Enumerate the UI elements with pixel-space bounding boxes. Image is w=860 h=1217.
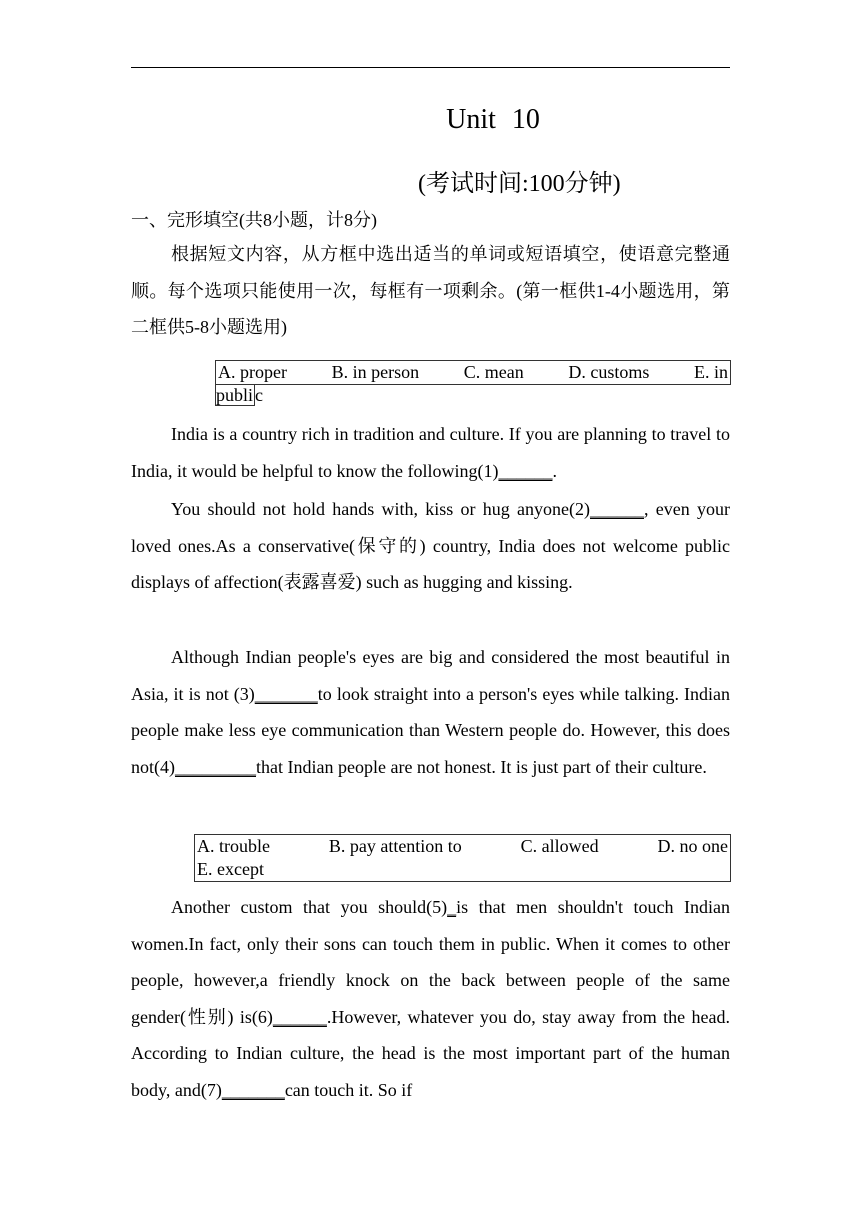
paragraph-1 xyxy=(131,416,730,489)
option2-c: C. allowed xyxy=(520,836,599,856)
blank-5: _ xyxy=(447,897,457,917)
paragraph-1-end: . xyxy=(552,460,557,481)
instructions: 根据短文内容，从方框中选出适当的单词或短语填空，使语意完整通顺。每个选项只能使用一次，每框有一项剩余。(第一框供1-4小题选用，第二框供5-8小题选用) xyxy=(131,244,730,337)
paragraph-2 xyxy=(131,491,730,601)
paragraph-3-middle: to look straight into a person's eyes while talking. Indian people make less eye communication than Western people do. However, this does not(4) xyxy=(131,683,730,777)
unit-number: 10 xyxy=(511,104,540,135)
option-d: D. customs xyxy=(568,362,650,382)
option-c: C. mean xyxy=(463,362,524,382)
word-box-1 xyxy=(215,360,731,385)
overflow-rest-text: c xyxy=(255,385,264,405)
blank-3: _______ xyxy=(254,683,318,704)
overflow-boxed-text: publi xyxy=(216,385,254,405)
paragraph-4-start: Another custom that you should(5) xyxy=(171,897,448,917)
paragraph-2-end: , even your loved ones.As a conservative(保守的) country, India does not welcome public displays of affection(表露喜爱) such as hugging and kissing. xyxy=(131,499,730,592)
blank-1: ______ xyxy=(498,460,553,481)
blank-7: _______ xyxy=(221,1079,285,1100)
unit-label: Unit xyxy=(446,104,496,135)
paragraph-4-middle-1: is that men shouldn't touch Indian women.In fact, only their sons can touch them in public. When it comes to other people, however,a friendly knock on the back between people of the same gender(性别) is(6) xyxy=(131,897,730,1027)
section-heading: 一、完形填空(共8小题，计8分) xyxy=(131,210,377,230)
exam-time-note: (考试时间:100分钟) xyxy=(418,171,621,197)
option-e: E. in xyxy=(693,362,728,382)
paragraph-4-middle-2: .However, whatever you do, stay away from the head. According to Indian culture, the head is the most important part of the human body, and(7) xyxy=(131,1006,730,1100)
option2-a: A. trouble xyxy=(197,836,270,856)
blank-4: _________ xyxy=(175,756,256,777)
option2-b: B. pay attention to xyxy=(328,836,462,856)
page-title xyxy=(0,104,860,136)
paragraph-4-end: can touch it. So if xyxy=(284,1079,413,1100)
paragraph-2-start: You should not hold hands with, kiss or hug anyone(2) xyxy=(171,499,590,519)
header-rule xyxy=(131,67,730,68)
option-a: A. proper xyxy=(218,362,287,382)
paragraph-3-start: Although Indian people's eyes are big and considered the most beautiful in Asia, it is not (3) xyxy=(131,647,730,704)
paragraph-1-text: India is a country rich in tradition and culture. If you are planning to travel to India, it would be helpful to know the following(1) xyxy=(131,424,730,481)
option-b: B. in person xyxy=(331,362,420,382)
paragraph-3 xyxy=(131,639,730,785)
option2-e: E. except xyxy=(197,859,264,879)
option2-d: D. no one xyxy=(657,836,728,856)
paragraph-3-end: that Indian people are not honest. It is just part of their culture. xyxy=(256,756,707,777)
blank-2: ______ xyxy=(590,499,644,519)
word-box-1-overflow xyxy=(215,384,263,407)
blank-6: ______ xyxy=(272,1006,327,1027)
paragraph-4 xyxy=(131,889,730,1108)
word-box-2 xyxy=(194,834,731,882)
